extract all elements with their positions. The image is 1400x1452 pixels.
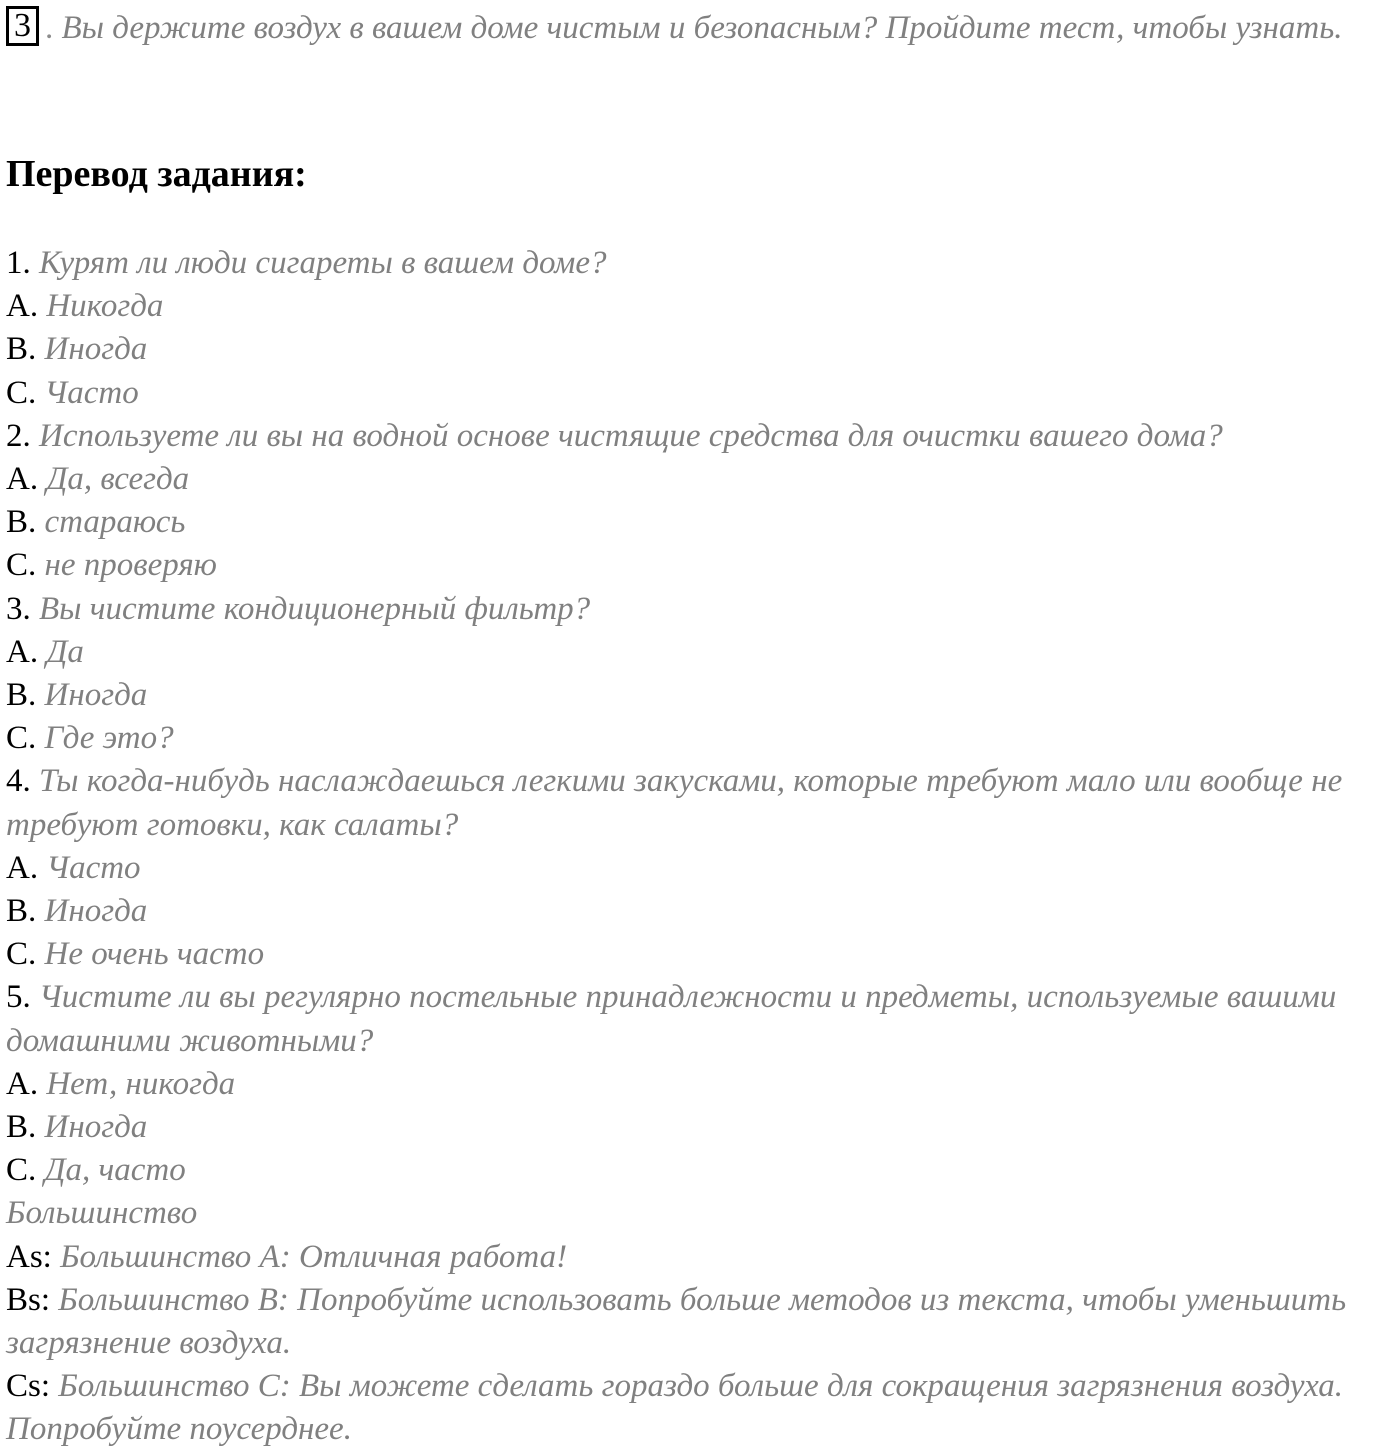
option-5b [6,1106,1398,1149]
option-2b [6,501,1398,544]
result-label: Cs: [6,1368,51,1405]
option-4b [6,890,1398,933]
result-text: Большинство B: Попробуйте использовать больше методов из текста, чтобы уменьшить загрязнение воздуха. [6,1281,1347,1362]
page [6,6,1398,1448]
results-title [6,1192,1398,1235]
quiz-body [6,242,1398,1452]
option-text: Иногда [44,893,148,930]
option-5c [6,1149,1398,1192]
option-2c [6,544,1398,587]
question-number: 3. [6,590,31,627]
option-label: A. [6,288,39,325]
option-1b [6,328,1398,371]
question-4 [6,760,1398,846]
option-label: A. [6,849,39,886]
question-2 [6,415,1398,458]
result-a [6,1236,1398,1279]
option-text: стараюсь [44,504,186,541]
option-text: Да, часто [44,1152,186,1189]
option-label: B. [6,893,37,930]
question-text: Ты когда-нибудь наслаждаешься легкими закусками, которые требуют мало или вообще не требуют готовки, как салаты? [6,763,1343,843]
question-number: 5. [6,979,31,1016]
task-number-dot: . [45,10,54,46]
option-text: Часто [44,374,139,411]
option-text: Да [46,633,84,670]
question-text: Чистите ли вы регулярно постельные принадлежности и предметы, используемые вашими домашними животными? [6,979,1337,1059]
option-4c [6,933,1398,976]
result-c [6,1365,1398,1451]
results-title-text: Большинство [6,1195,198,1232]
option-4a [6,847,1398,890]
option-label: A. [6,633,39,670]
result-text: Большинство A: Отличная работа! [60,1238,568,1275]
option-text: не проверяю [44,547,217,584]
task-statement [6,6,1398,50]
question-number: 4. [6,763,31,800]
option-text: Где это? [44,720,174,757]
option-3b [6,674,1398,717]
option-text: Иногда [44,1109,148,1146]
question-5 [6,976,1398,1062]
option-2a [6,458,1398,501]
option-label: B. [6,504,37,541]
question-text: Курят ли люди сигареты в вашем доме? [39,245,607,281]
option-text: Не очень часто [44,936,265,973]
option-label: B. [6,677,37,714]
question-text: Вы чистите кондиционерный фильтр? [39,590,591,627]
section-heading: Перевод задания: [6,153,307,195]
question-3 [6,588,1398,631]
option-1a [6,285,1398,328]
question-number: 1. [6,245,31,281]
option-3c [6,717,1398,760]
question-number: 2. [6,417,31,454]
option-5a [6,1063,1398,1106]
option-label: C. [6,1152,37,1189]
result-label: As: [6,1238,52,1275]
option-3a [6,631,1398,674]
option-label: C. [6,374,37,411]
option-label: C. [6,720,37,757]
result-text: Большинство C: Вы можете сделать гораздо больше для сокращения загрязнения воздуха. Попробуйте поусерднее. [6,1368,1344,1448]
task-text: Вы держите воздух в вашем доме чистым и безопасным? Пройдите тест, чтобы узнать. [61,10,1343,46]
option-text: Никогда [46,288,164,325]
option-1c [6,372,1398,415]
option-label: C. [6,547,37,584]
option-label: C. [6,936,37,973]
option-label: A. [6,1065,39,1102]
option-label: A. [6,461,39,498]
result-label: Bs: [6,1281,51,1318]
question-text: Используете ли вы на водной основе чистящие средства для очистки вашего дома? [39,417,1223,454]
option-text: Часто [46,849,141,886]
option-label: B. [6,1109,37,1146]
task-number-badge: 3 [6,6,39,46]
question-1 [6,242,1398,285]
option-label: B. [6,331,37,368]
option-text: Нет, никогда [46,1065,236,1102]
option-text: Иногда [44,677,148,714]
result-b [6,1279,1398,1365]
option-text: Да, всегда [46,461,190,498]
option-text: Иногда [44,331,148,368]
